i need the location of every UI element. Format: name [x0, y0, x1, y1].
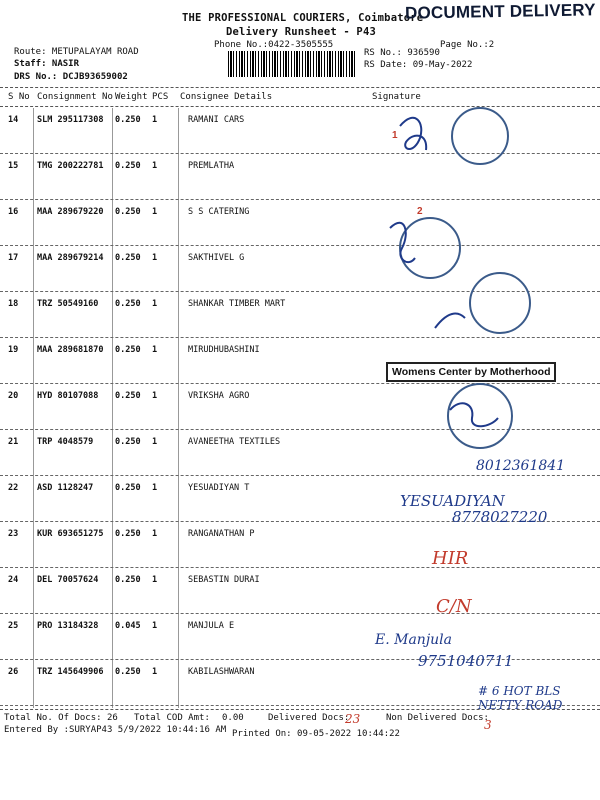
barcode — [228, 51, 356, 77]
mark-2: 2 — [417, 206, 423, 217]
row-weight: 0.045 — [115, 621, 141, 631]
row-consignment: ASD 1128247 — [37, 483, 94, 493]
handwritten-cn: C/N — [436, 596, 472, 617]
col-pcs: PCS — [152, 92, 169, 102]
row-consignment: TMG 200222781 — [37, 161, 104, 171]
delivered-value: 23 — [345, 712, 361, 726]
row-pcs: 1 — [152, 299, 158, 309]
row-consignment: TRZ 50549160 — [37, 299, 99, 309]
phone-number: Phone No.:0422-3505555 — [214, 40, 334, 50]
row-weight: 0.250 — [115, 207, 141, 217]
row-consignee: MIRUDHUBASHINI — [188, 345, 260, 355]
row-pcs: 1 — [152, 621, 158, 631]
header-top-rule — [0, 87, 600, 88]
row-pcs: 1 — [152, 161, 158, 171]
row-consignee: RANGANATHAN P — [188, 529, 255, 539]
row-sno: 26 — [8, 667, 19, 677]
row-sno: 20 — [8, 391, 19, 401]
row-consignment: MAA 289681870 — [37, 345, 104, 355]
handwritten-name-yesudiyan: YESUADIYAN — [400, 492, 505, 510]
row-weight: 0.250 — [115, 667, 141, 677]
signature-stroke — [435, 314, 465, 328]
handwritten-phone-2: 8778027220 — [452, 508, 548, 526]
rs-number: RS No.: 936590 — [364, 48, 440, 58]
row-weight: 0.250 — [115, 161, 141, 171]
row-consignee: KABILASHWARAN — [188, 667, 255, 677]
row-weight: 0.250 — [115, 391, 141, 401]
row-sno: 25 — [8, 621, 19, 631]
row-weight: 0.250 — [115, 575, 141, 585]
row-consignee: S S CATERING — [188, 207, 250, 217]
document-delivery-stamp: DOCUMENT DELIVERY — [404, 0, 596, 23]
stamp-circle — [400, 218, 460, 278]
row-sno: 15 — [8, 161, 19, 171]
row-weight: 0.250 — [115, 529, 141, 539]
row-sno: 21 — [8, 437, 19, 447]
womens-center-stamp: Womens Center by Motherhood — [386, 362, 556, 382]
row-sno: 24 — [8, 575, 19, 585]
row-consignee: VRIKSHA AGRO — [188, 391, 250, 401]
row-pcs: 1 — [152, 207, 158, 217]
col-sno: S No — [8, 92, 30, 102]
page-number: Page No.:2 — [440, 40, 495, 50]
row-weight: 0.250 — [115, 299, 141, 309]
stamp-circle — [452, 108, 508, 164]
row-consignment: HYD 80107088 — [37, 391, 99, 401]
signature-stroke — [450, 403, 498, 426]
row-consignee: YESUADIYAN T — [188, 483, 250, 493]
cod-label: Total COD Amt: — [134, 713, 210, 723]
row-weight: 0.250 — [115, 345, 141, 355]
rs-date: RS Date: 09-May-2022 — [364, 60, 473, 70]
row-consignee: AVANEETHA TEXTILES — [188, 437, 281, 447]
row-consignment: TRZ 145649906 — [37, 667, 104, 677]
row-consignee: SHANKAR TIMBER MART — [188, 299, 286, 309]
total-docs: Total No. Of Docs: 26 — [4, 713, 118, 723]
row-sno: 17 — [8, 253, 19, 263]
row-pcs: 1 — [152, 529, 158, 539]
cod-value: 0.00 — [222, 713, 244, 723]
col-consignee: Consignee Details — [180, 92, 273, 102]
delivered-label: Delivered Docs: — [268, 713, 350, 723]
handwritten-hir: HIR — [432, 548, 469, 569]
signature-stroke — [400, 118, 426, 150]
runsheet-title: Delivery Runsheet - P43 — [226, 26, 376, 38]
row-consignment: MAA 289679220 — [37, 207, 104, 217]
row-consignment: KUR 693651275 — [37, 529, 104, 539]
staff: Staff: NASIR — [14, 59, 80, 69]
mark-1: 1 — [392, 130, 398, 141]
row-pcs: 1 — [152, 437, 158, 447]
row-sno: 14 — [8, 115, 19, 125]
row-weight: 0.250 — [115, 483, 141, 493]
handwritten-phone-3: 9751040711 — [418, 652, 514, 670]
row-pcs: 1 — [152, 575, 158, 585]
stamp-circle — [470, 273, 530, 333]
signature-stroke — [390, 223, 415, 262]
row-weight: 0.250 — [115, 253, 141, 263]
row-sno: 23 — [8, 529, 19, 539]
row-consignee: MANJULA E — [188, 621, 235, 631]
col-consignment: Consignment No — [37, 92, 113, 102]
handwritten-address: # 6 HOT BLS NETTY ROAD — [478, 684, 563, 712]
row-consignee: SEBASTIN DURAI — [188, 575, 260, 585]
col-signature: Signature — [372, 92, 421, 102]
signature-marks — [380, 98, 600, 718]
entered-by: Entered By :SURYAP43 5/9/2022 10:44:16 AM — [4, 725, 227, 735]
route: Route: METUPALAYAM ROAD — [14, 47, 139, 57]
footer-rule — [0, 709, 600, 710]
row-sno: 22 — [8, 483, 19, 493]
row-consignment: TRP 4048579 — [37, 437, 94, 447]
handwritten-phone-1: 8012361841 — [476, 458, 566, 474]
row-pcs: 1 — [152, 253, 158, 263]
drs-number: DRS No.: DCJB93659002 — [14, 72, 128, 82]
row-sno: 16 — [8, 207, 19, 217]
row-consignment: PRO 13184328 — [37, 621, 99, 631]
row-pcs: 1 — [152, 483, 158, 493]
row-weight: 0.250 — [115, 437, 141, 447]
non-delivered-label: Non Delivered Docs: — [386, 713, 489, 723]
row-consignment: MAA 289679214 — [37, 253, 104, 263]
row-sno: 18 — [8, 299, 19, 309]
printed-on: Printed On: 09-05-2022 10:44:22 — [232, 729, 400, 739]
stamp-circle — [448, 384, 512, 448]
non-delivered-value: 3 — [484, 718, 492, 732]
row-weight: 0.250 — [115, 115, 141, 125]
row-consignment: SLM 295117308 — [37, 115, 104, 125]
row-consignment: DEL 70057624 — [37, 575, 99, 585]
row-pcs: 1 — [152, 345, 158, 355]
row-consignee: PREMLATHA — [188, 161, 235, 171]
company-name: THE PROFESSIONAL COURIERS, Coimbatore — [182, 12, 424, 24]
row-pcs: 1 — [152, 115, 158, 125]
row-consignee: RAMANI CARS — [188, 115, 245, 125]
handwritten-manjula: E. Manjula — [375, 632, 452, 648]
col-weight: Weight — [115, 92, 148, 102]
row-pcs: 1 — [152, 667, 158, 677]
row-sno: 19 — [8, 345, 19, 355]
row-pcs: 1 — [152, 391, 158, 401]
row-consignee: SAKTHIVEL G — [188, 253, 245, 263]
